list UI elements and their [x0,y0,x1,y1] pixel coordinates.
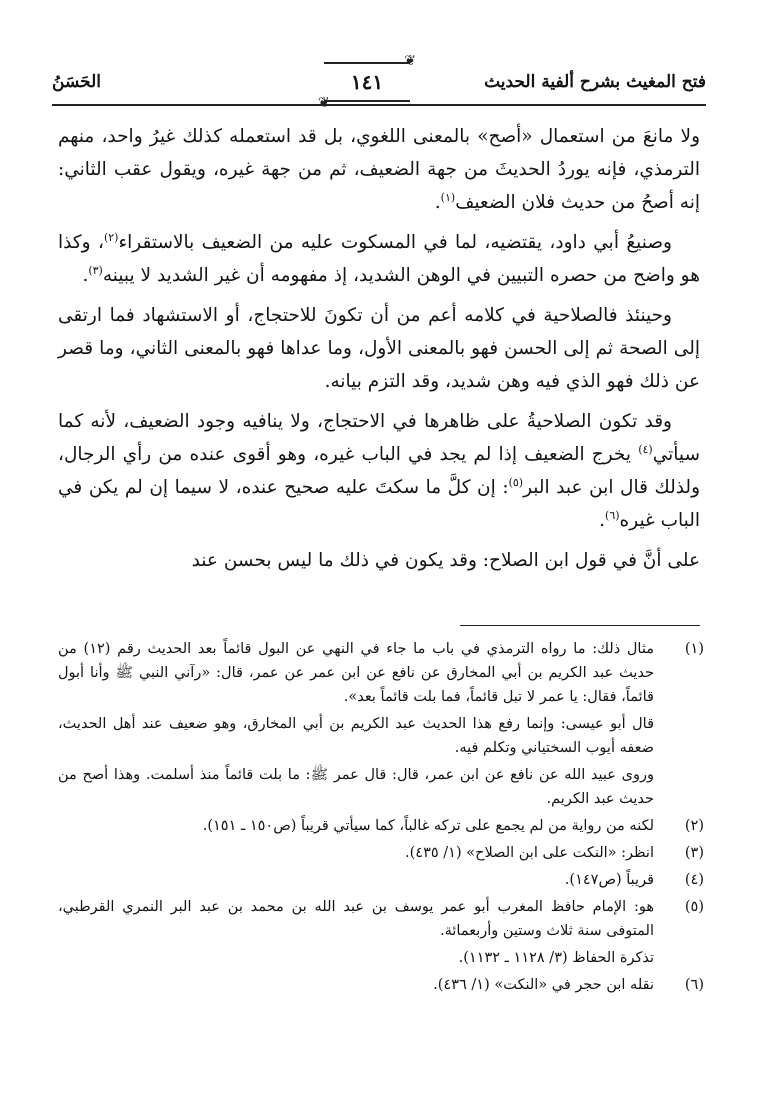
footnote-body [58,868,654,892]
footnote-3 [58,841,704,865]
footnote-paragraph: هو: الإمام حافظ المغرب أبو عمر يوسف بن عبد الله بن محمد بن عبد البر النمري القرطبي، المتوفى سنة ثلاث وستين وأربعمائة. [58,899,654,939]
footnote-number: (٣) [684,845,704,861]
header-divider [52,104,706,106]
footnotes [58,637,704,1000]
footnote-5 [58,895,704,970]
page-number: ١٤١ [350,70,384,94]
footnote-number: (٤) [684,872,704,888]
footnote-paragraph: انظر: «النكت على ابن الصلاح» (١/ ٤٣٥). [405,845,654,861]
paragraph-5: على أنَّ في قول ابن الصلاح: وقد يكون في ذلك ما ليس بحسن عند [191,550,700,571]
footnote-ref[interactable]: (٥) [508,475,524,489]
paragraph-text: وقد تكون الصلاحيةُ على ظاهرها في الاحتجاج، ولا ينافيه وجود الضعيف، لأنه كما سيأتي [58,411,700,465]
paragraph-1 [58,120,700,219]
footnote-body [58,814,654,838]
footnote-number: (٦) [684,977,704,993]
footnote-number: (٥) [684,899,704,915]
paragraph-text: : إن كلَّ ما سكتَ عليه صحيح عنده، لا سيما إن لم يكن في الباب غيره [58,477,700,531]
footnote-paragraph: وروى عبيد الله عن نافع عن ابن عمر، قال: قال عمر ﷺ: ما بلت قائماً منذ أسلمت. وهذا أصح من حديث عبد الكريم. [58,767,654,807]
paragraph-text: ولا مانعَ من استعمال «أصح» بالمعنى اللغوي، بل قد استعمله كذلك غيرُ واحد، منهم الترمذي، فإنه يوردُ الحديثَ من جهة الضعيف، ثم من جهة غيره، ويقول عقب الثاني: إنه أصحُ من حديث فلان الضعيف [58,126,700,213]
footnote-2 [58,814,704,838]
section-title: الحَسَنُ [52,72,101,92]
footnote-paragraph: تذكرة الحفاظ (٣/ ١١٢٨ ـ ١١٣٢). [458,950,654,966]
footnote-ref[interactable]: (٦) [605,508,620,522]
footnote-6 [58,973,704,997]
footnote-body [58,895,654,970]
footnote-paragraph: مثال ذلك: ما رواه الترمذي في باب ما جاء في النهي عن البول قائماً بعد الحديث رقم (١٢) من حديث عبد الكريم بن أبي المخارق عن نافع عن ابن عمر عن عمر، قال: «رآني النبي ﷺ وأنا أبول قائماً، فقال: يا عمر لا تبل قائماً، فما بلت قائماً بعد». [58,641,654,705]
footnote-1 [58,637,704,811]
footnote-ref[interactable]: (٣) [88,263,103,277]
paragraph-3: وحينئذ فالصلاحية في كلامه أعم من أن تكونَ للاحتجاج، أو الاستشهاد فما ارتقى إلى الصحة ثم إلى الحسن فهو بالمعنى الأول، وما عداها فهو بالمعنى الثاني، وما قصر عن ذلك فهو الذي فيه وهن شديد، وقد التزم بيانه. [58,305,700,392]
footnote-ref[interactable]: (١) [440,190,456,204]
paragraph-tail: . [434,192,441,213]
footnote-4 [58,868,704,892]
paragraph-tail: . [82,265,89,286]
footnote-ref[interactable]: (٢) [103,230,119,244]
footnote-ref[interactable]: (٤) [638,442,653,456]
corner-ornament-icon: ❦ [404,53,416,69]
page-number-frame [318,53,416,111]
footnote-body [58,637,654,811]
paragraph-text: يخرج الضعيف إذا لم يجد في الباب غيره، وهو أقوى عنده من رأي الرجال، ولذلك قال ابن عبد البر [58,444,701,498]
page-header [52,53,706,111]
paragraph-text: وصنيعُ أبي داود، يقتضيه، لما في المسكوت عليه من الضعيف بالاستقراء [118,232,672,253]
footnote-number: (٢) [684,818,704,834]
footnote-paragraph: قريباً (ص١٤٧). [564,872,654,888]
paragraph-4 [58,405,700,537]
footnote-paragraph: لكنه من رواية من لم يجمع على تركه غالباً، كما سيأتي قريباً (ص١٥٠ ـ ١٥١). [202,818,654,834]
corner-ornament-icon: ❦ [318,95,330,111]
book-title: فتح المغيث بشرح ألفية الحديث [484,72,706,92]
footnote-number: (١) [684,641,704,657]
footnote-paragraph: نقله ابن حجر في «النكت» (١/ ٤٣٦). [433,977,654,993]
main-text [58,120,700,584]
footnote-divider [460,625,700,626]
footnote-body [58,841,654,865]
paragraph-2 [58,226,700,292]
paragraph-tail: . [599,510,606,531]
footnote-paragraph: قال أبو عيسى: وإنما رفع هذا الحديث عبد الكريم بن أبي المخارق، وهو ضعيف عند أهل الحديث، ضعفه أيوب السختياني وتكلم فيه. [58,716,654,756]
footnote-body [58,973,654,997]
paragraph-text: ، وكذا هو واضح من حصره التبيين في الوهن الشديد، إذ مفهومه أن غير الشديد لا يبينه [58,232,700,286]
